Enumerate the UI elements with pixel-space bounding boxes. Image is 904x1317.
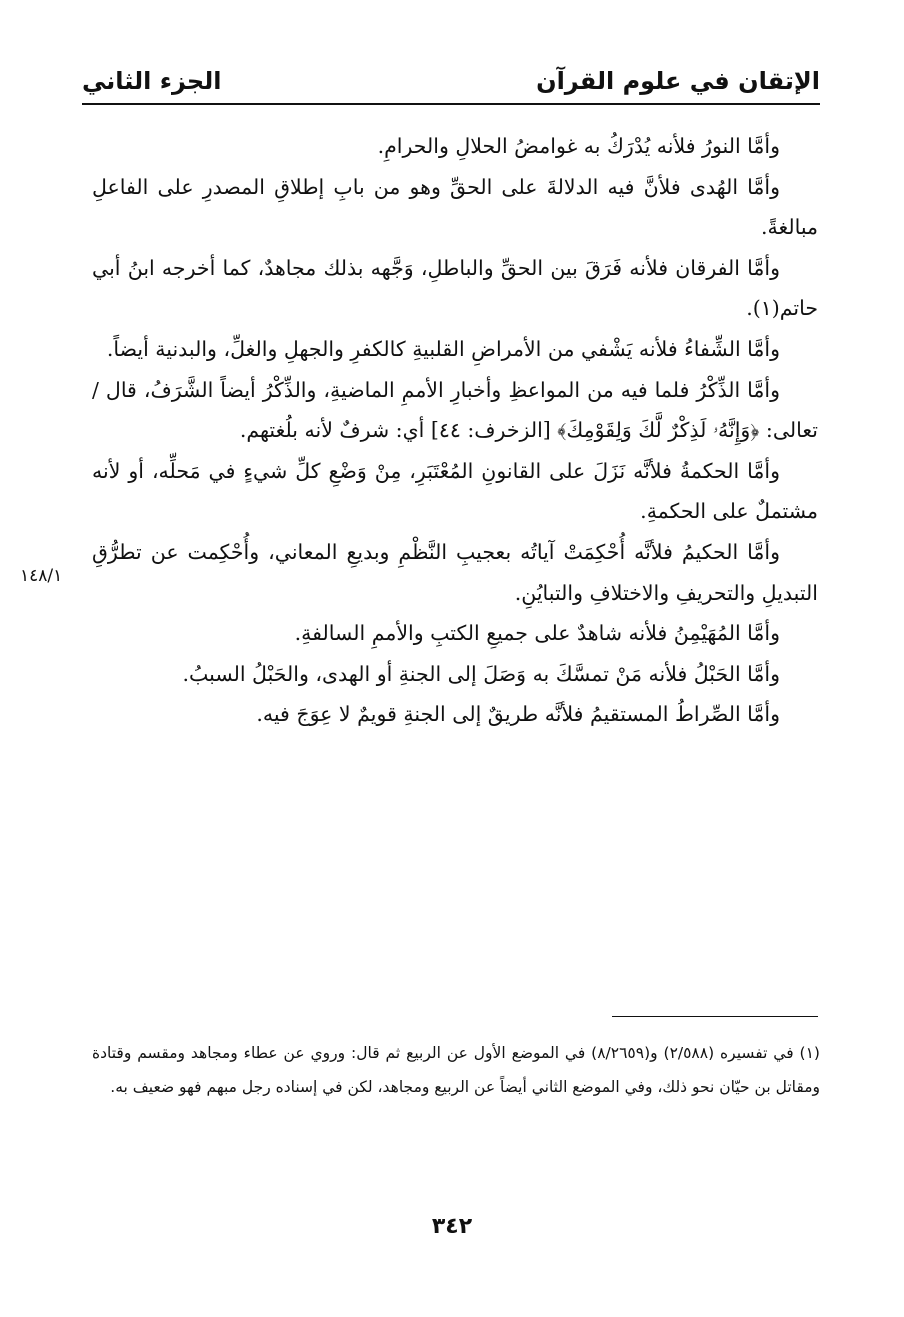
paragraph-muhaymin: وأمَّا المُهَيْمِنُ فلأنه شاهدٌ على جميعِ الكتبِ والأممِ السالفةِ. [294,621,780,646]
paragraph-shifa: وأمَّا الشِّفاءُ فلأنه يَشْفي من الأمراضِ القلبيةِ كالكفرِ والجهلِ والغلِّ، والبدنية أيضاً. [106,336,780,361]
running-header [82,58,820,98]
paragraph-sirat: وأمَّا الصِّراطُ المستقيمُ فلأنَّه طريقٌ إلى الجنةِ قويمٌ لا عِوَجَ فيه. [256,702,780,727]
paragraph-hikma: وأمَّا الحكمةُ فلأنَّه نَزَلَ على القانونِ المُعْتَبَرِ، مِنْ وَضْعِ كلِّ شيءٍ في مَحلِّه، أو لأنه مشتملٌ على الحكمةِ. [92,458,818,524]
main-text [92,126,818,735]
book-title: الإتقان في علوم القرآن [536,67,820,95]
manuscript-page-reference: ١٤٨/١ [20,566,63,586]
paragraph-huda: وأمَّا الهُدى فلأنَّ فيه الدلالةَ على الحقِّ وهو من بابِ إطلاقِ المصدرِ على الفاعلِ مبالغةً. [92,174,818,240]
footnotes [92,1036,820,1104]
paragraph-hakim: وأمَّا الحكيمُ فلأنَّه أُحْكِمَتْ آياتُه بعجيبِ النَّظْمِ وبديعِ المعاني، وأُحْكِمت عن تطرُّقِ التبديلِ والتحريفِ والاختلافِ والتبايُنِ. [92,539,818,605]
paragraph-dhikr: وأمَّا الذِّكْرُ فلما فيه من المواعظِ وأخبارِ الأممِ الماضيةِ، والذِّكْرُ أيضاً الشَّرَفُ، قال / تعالى: ﴿وَإِنَّهُۥ لَذِكْرٌ لَّكَ وَلِقَوْمِكَ﴾ [الزخرف: ٤٤] أي: شرفٌ لأنه بلُغتهم. [92,377,818,443]
page-number: ٣٤٢ [431,1214,473,1239]
footnote-divider [612,1016,818,1017]
volume-label: الجزء الثاني [82,67,222,95]
paragraph-habl: وأمَّا الحَبْلُ فلأنه مَنْ تمسَّكَ به وَصَلَ إلى الجنةِ أو الهدى، والحَبْلُ السببُ. [182,661,780,686]
footnote-1: (١) في تفسيره (٢/٥٨٨) و(٨/٢٦٥٩) في الموضع الأول عن الربيع ثم قال: وروي عن عطاء ومجاهد ومقسم وقتادة ومقاتل بن حيّان نحو ذلك، وفي الموضع الثاني أيضاً عن الربيع ومجاهد، لكن في إسناده رجل مبهم فهو ضعيف به. [92,1044,820,1096]
header-divider [82,103,820,105]
paragraph-nur: وأمَّا النورُ فلأنه يُدْرَكُ به غوامضُ الحلالِ والحرامِ. [377,134,780,158]
paragraph-furqan: وأمَّا الفرقان فلأنه فَرَقَ بين الحقِّ والباطلِ، وَجَّهه بذلك مجاهدٌ، كما أخرجه ابنُ أبي حاتم(١). [92,255,818,321]
